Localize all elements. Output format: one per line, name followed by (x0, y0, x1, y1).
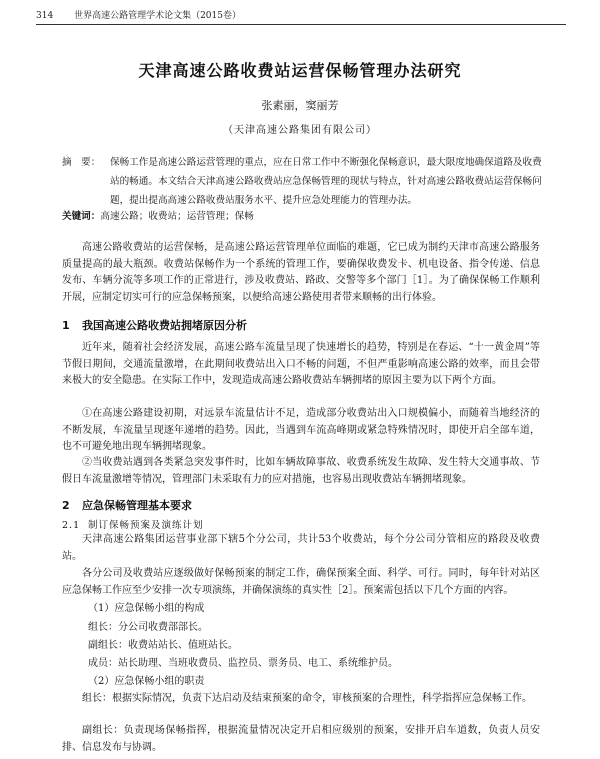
section-2-title: 应急保畅管理基本要求 (82, 499, 192, 512)
section-1-paragraph-1: 近年来，随着社会经济发展，高速公路车流量呈现了快速增长的趋势，特别是在春运、“十一黄金周”等节假日期间，交通流量激增，在此期间收费站出入口不畅的问题，不但严重影响高速公路的效率，而且会带来极大的安全隐患。在实际工作中，发现造成高速公路收费站车辆拥堵的原因主要为以下两个方面。 (62, 342, 540, 386)
list-item: 组长：分公司收费部部长。 (88, 622, 208, 633)
section-1-paragraph-2: ①在高速公路建设初期，对远景车流量估计不足，造成部分收费站出入口规模偏小，而随着当地经济的不断发展，车流量呈现逐年递增的趋势。因此，当遇到车流高峰期或紧急特殊情况时，即使开启全部车道，也不可避免地出现车辆拥堵现象。 (62, 408, 540, 452)
abstract (62, 153, 542, 210)
section-2-paragraph-4: 副组长：负责现场保畅指挥，根据流量情况决定开启相应级别的预案，安排开启车道数，负责人员安排、信息发布与协调。 (62, 725, 540, 753)
list-item-heading: （2）应急保畅小组的职责 (88, 676, 205, 687)
keywords-text: 高速公路；收费站；运营管理；保畅 (100, 211, 254, 222)
intro-paragraph: 高速公路收费站的运营保畅，是高速公路运营管理单位面临的难题，它已成为制约天津市高速公路服务质量提高的最大瓶颈。收费站保畅作为一个系统的管理工作，要确保收费发卡、机电设备、指令传递、信息发布、车辆分流等多项工作的正常进行，涉及收费站、路政、交警等多个部门［1］。为了确保保畅工作顺利开展，应制定切实可行的应急保畅预案，以便给高速公路使用者带来顺畅的出行体验。 (62, 242, 540, 303)
page-number: 314 (36, 11, 54, 21)
subsection-2-1-heading (62, 517, 204, 531)
section-2-number: 2 (62, 499, 70, 512)
running-header-title: 世界高速公路管理学术论文集（2015卷） (74, 11, 241, 21)
list-item: 成员：站长助理、当班收费员、监控员、票务员、电工、系统维护员。 (88, 658, 398, 669)
list-item-heading: （1）应急保畅小组的构成 (88, 603, 205, 614)
affiliation: （天津高速公路集团有限公司） (223, 125, 377, 136)
section-2-heading (62, 497, 192, 513)
subsection-2-1-title: 制订保畅预案及演练计划 (88, 520, 204, 531)
paper-title: 天津高速公路收费站运营保畅管理办法研究 (138, 61, 462, 80)
abstract-label: 摘 要： (62, 157, 101, 168)
keywords (62, 210, 542, 224)
keywords-label: 关键词： (62, 211, 101, 222)
section-2-paragraph-3: 组长：根据实际情况，负责下达启动及结束预案的命令，审核预案的合理性，科学指挥应急保畅工作。 (82, 693, 532, 704)
section-2-paragraph-1: 天津高速公路集团运营事业部下辖5个分公司，共计53个收费站，每个分公司分管相应的路段及收费站。 (62, 534, 540, 562)
section-1-heading (62, 317, 247, 333)
running-header (36, 8, 566, 25)
section-1-paragraph-3: ②当收费站遇到各类紧急突发事件时，比如车辆故障事故、收费系统发生故障、发生特大交通事故、节假日车流量激增等情况，管理部门未采取有力的应对措施，也容易出现收费站车辆拥堵现象。 (62, 457, 540, 485)
list-item: 副组长：收费站站长、值班站长。 (88, 640, 238, 651)
abstract-text: 保畅工作是高速公路运营管理的重点，应在日常工作中不断强化保畅意识，最大限度地确保道路及收费站的畅通。本文结合天津高速公路收费站应急保畅管理的现状与特点，针对高速公路收费站运营保畅问题，提出提高高速公路收费站服务水平、提升应急处理能力的管理办法。 (110, 157, 542, 206)
section-1-number: 1 (62, 319, 70, 332)
authors: 张素丽，窦丽芳 (261, 99, 339, 112)
section-1-title: 我国高速公路收费站拥堵原因分析 (82, 319, 247, 332)
section-2-paragraph-2: 各分公司及收费站应逐级做好保畅预案的制定工作，确保预案全面、科学、可行。同时，每年针对站区应急保畅工作应至少安排一次专项演练，并确保演练的真实性［2］。预案需包括以下几个方面的内容。 (62, 568, 540, 596)
subsection-2-1-number: 2.1 (62, 520, 81, 531)
